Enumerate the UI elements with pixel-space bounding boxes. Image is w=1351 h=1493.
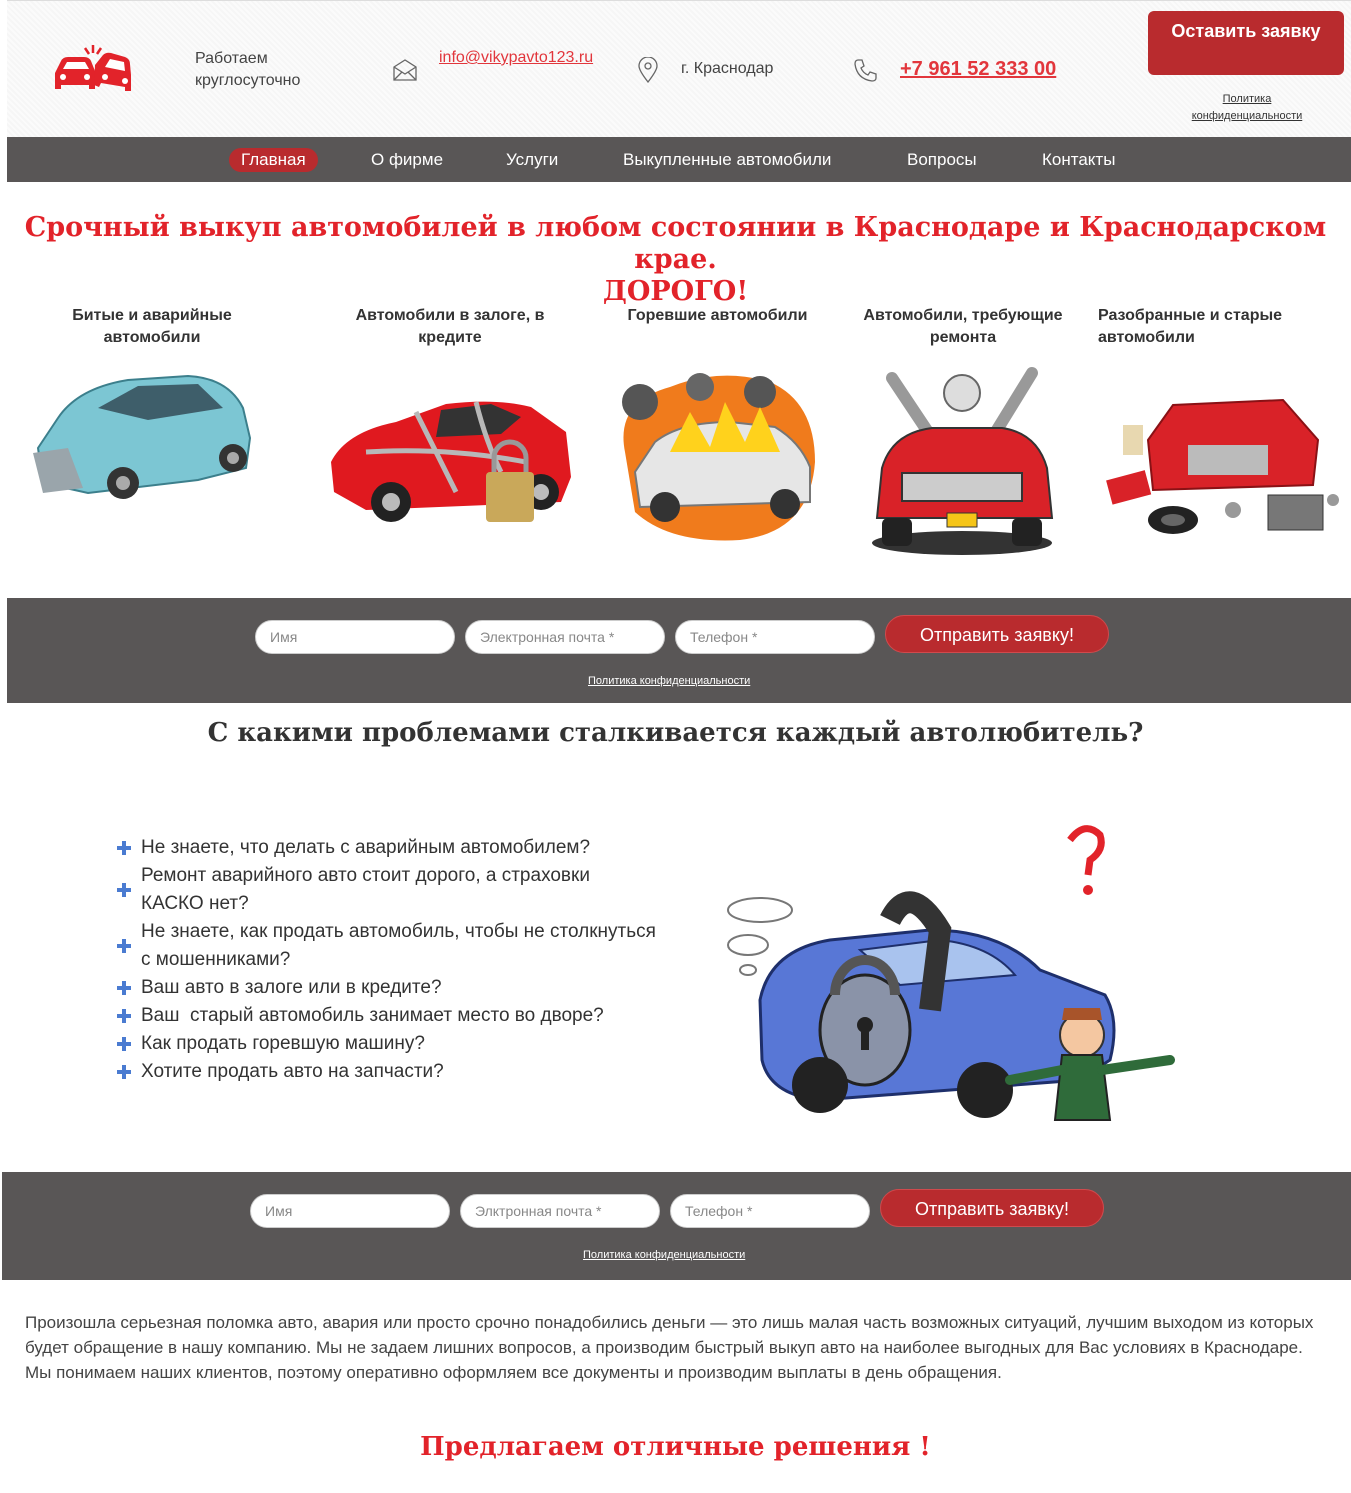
category-title-repair: Автомобили, требующие ремонта xyxy=(863,307,1063,346)
plus-icon xyxy=(116,1008,132,1024)
problems-title: С какими проблемами сталкивается каждый автолюбитель? xyxy=(207,718,1144,748)
list-item: Ваш старый автомобиль занимает место во дворе? xyxy=(116,1002,656,1030)
leave-request-button[interactable]: Оставить заявку xyxy=(1148,11,1344,75)
name-input[interactable]: Имя xyxy=(250,1194,450,1228)
burning-car-icon xyxy=(610,362,825,544)
nav-item-services[interactable]: Услуги xyxy=(506,150,559,169)
submit-request-button[interactable]: Отправить заявку! xyxy=(880,1189,1104,1227)
email-input[interactable]: Электронная почта * xyxy=(465,620,665,654)
plus-icon xyxy=(116,1036,132,1052)
privacy-policy-link[interactable]: Политика конфиденциальности xyxy=(588,675,751,687)
problems-list xyxy=(116,834,656,1086)
plus-icon xyxy=(116,938,132,954)
nav-item-home[interactable]: Главная xyxy=(229,148,318,172)
phone-input[interactable]: Телефон * xyxy=(670,1194,870,1228)
crash-cars-logo-icon[interactable] xyxy=(51,43,135,97)
list-item: Не знаете, как продать автомобиль, чтобы не столкнуться с мошенниками? xyxy=(116,918,656,974)
city-label: г. Краснодар xyxy=(681,60,774,77)
list-item: Ремонт аварийного авто стоит дорого, а страховки КАСКО нет? xyxy=(116,862,656,918)
plus-icon xyxy=(116,980,132,996)
request-form-1 xyxy=(7,598,1351,703)
plus-icon xyxy=(116,840,132,856)
envelope-icon xyxy=(392,57,418,83)
nav-item-bought-cars[interactable]: Выкупленные автомобили xyxy=(623,150,832,169)
repair-car-icon xyxy=(862,358,1062,562)
request-form-2 xyxy=(2,1172,1351,1280)
plus-icon xyxy=(116,882,132,898)
nav-item-about[interactable]: О фирме xyxy=(371,150,444,169)
hero-title xyxy=(0,212,1351,308)
category-title-crashed: Битые и аварийные автомобили xyxy=(72,307,232,346)
email-input[interactable]: Элктронная почта * xyxy=(460,1194,660,1228)
phone-icon xyxy=(853,57,879,83)
working-hours: Работаем круглосуточно xyxy=(195,50,301,89)
privacy-policy-link[interactable]: Политика конфиденциальности xyxy=(583,1249,746,1261)
nav-item-contacts[interactable]: Контакты xyxy=(1042,150,1116,169)
location-pin-icon xyxy=(637,57,659,83)
list-item: Хотите продать авто на запчасти? xyxy=(116,1058,656,1086)
name-input[interactable]: Имя xyxy=(255,620,455,654)
phone-link[interactable]: +7 961 52 333 00 xyxy=(900,58,1057,80)
phone-input[interactable]: Телефон * xyxy=(675,620,875,654)
list-item: Как продать горевшую машину? xyxy=(116,1030,656,1058)
about-paragraph: Произошла серьезная поломка авто, авария или просто срочно понадобились деньги — это лишь малая часть возможных ситуаций, лучшим выходом из которых будет обращение в нашу компанию. Мы не задаем лишних вопросов, а производим быстрый выкуп авто на наиболее выгодных для Вас условиях в Краснодаре. Мы понимаем наших клиентов, поэтому оперативно оформляем все документы и производим выплаты в день обращения. xyxy=(25,1313,1314,1382)
offer-title: Предлагаем отличные решения ! xyxy=(420,1432,931,1462)
hero-title-line-2: ДОРОГО! xyxy=(602,276,749,307)
list-item: Не знаете, что делать с аварийным автомобилем? xyxy=(116,834,656,862)
hero-title-line-1: Срочный выкуп автомобилей в любом состоянии в Краснодаре и Краснодарском крае. xyxy=(24,212,1327,275)
category-title-pledged: Автомобили в залоге, в кредите xyxy=(355,307,545,346)
chained-car-icon xyxy=(326,392,582,536)
list-item: Ваш авто в залоге или в кредите? xyxy=(116,974,656,1002)
category-title-dismantled: Разобранные и старые автомобили xyxy=(1098,307,1283,346)
nav-item-faq[interactable]: Вопросы xyxy=(907,150,977,169)
email-link[interactable]: info@vikypavto123.ru xyxy=(439,49,594,66)
crashed-car-icon xyxy=(28,358,254,504)
category-title-burnt: Горевшие автомобили xyxy=(627,307,808,324)
main-nav xyxy=(7,137,1351,182)
privacy-policy-link[interactable]: Политика конфиденциальности xyxy=(1191,93,1303,122)
submit-request-button[interactable]: Отправить заявку! xyxy=(885,615,1109,653)
site-header xyxy=(7,0,1351,137)
plus-icon xyxy=(116,1064,132,1080)
locked-car-illustration-icon xyxy=(700,780,1240,1140)
dismantled-car-icon xyxy=(1103,385,1345,543)
